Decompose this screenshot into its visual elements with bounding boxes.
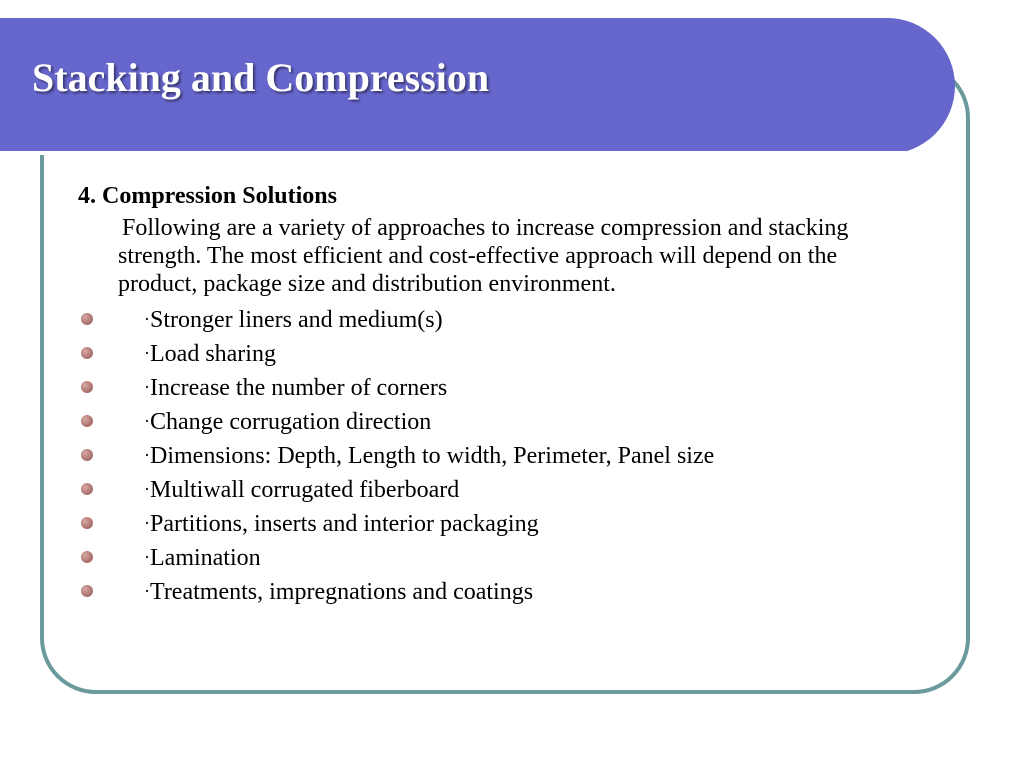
bullet-label: Change corrugation direction — [150, 409, 432, 435]
bullet-icon — [81, 483, 93, 495]
bullet-marker: · — [144, 411, 150, 431]
bullet-marker: · — [144, 377, 150, 397]
slide-body — [78, 182, 918, 608]
bullet-label: Stronger liners and medium(s) — [150, 307, 443, 333]
slide-title: Stacking and Compression — [32, 55, 490, 100]
list-item — [78, 540, 918, 574]
bullet-marker: · — [144, 479, 150, 499]
bullet-marker: · — [144, 343, 150, 363]
bullet-icon — [81, 381, 93, 393]
bullet-marker: · — [144, 513, 150, 533]
bullet-text — [144, 438, 714, 473]
bullet-text — [144, 506, 539, 541]
bullet-icon — [81, 551, 93, 563]
bullet-icon — [81, 449, 93, 461]
list-item — [78, 472, 918, 506]
bullet-icon — [81, 313, 93, 325]
bullet-icon — [81, 585, 93, 597]
bullet-text — [144, 302, 443, 337]
bullet-text — [144, 472, 459, 507]
section-heading: 4. Compression Solutions — [78, 183, 337, 209]
bullet-label: Load sharing — [150, 341, 276, 367]
bullet-label: Treatments, impregnations and coatings — [150, 579, 534, 605]
bullet-text — [144, 574, 533, 609]
list-item — [78, 506, 918, 540]
list-item — [78, 336, 918, 370]
bullet-marker: · — [144, 309, 150, 329]
bullet-text — [144, 336, 276, 371]
bullet-label: Partitions, inserts and interior packaging — [150, 511, 539, 537]
list-item — [78, 574, 918, 608]
bullet-text — [144, 540, 261, 575]
list-item — [78, 438, 918, 472]
bullet-text — [144, 404, 431, 439]
bullet-label: Multiwall corrugated fiberboard — [150, 477, 460, 503]
intro-paragraph — [118, 214, 918, 298]
bullet-icon — [81, 517, 93, 529]
list-item — [78, 302, 918, 336]
list-item — [78, 404, 918, 438]
intro-text: Following are a variety of approaches to increase compression and stacking strength. The most efficient and cost-effective approach will depend on the product, package size and distribution environment. — [118, 215, 849, 297]
bullet-icon — [81, 415, 93, 427]
bullet-label: Increase the number of corners — [150, 375, 448, 401]
bullet-marker: · — [144, 581, 150, 601]
bullet-list — [78, 302, 918, 608]
bullet-label: Dimensions: Depth, Length to width, Perimeter, Panel size — [150, 443, 715, 469]
title-underline — [0, 151, 906, 155]
bullet-marker: · — [144, 445, 150, 465]
bullet-icon — [81, 347, 93, 359]
bullet-label: Lamination — [150, 545, 261, 571]
bullet-text — [144, 370, 447, 405]
bullet-marker: · — [144, 547, 150, 567]
list-item — [78, 370, 918, 404]
